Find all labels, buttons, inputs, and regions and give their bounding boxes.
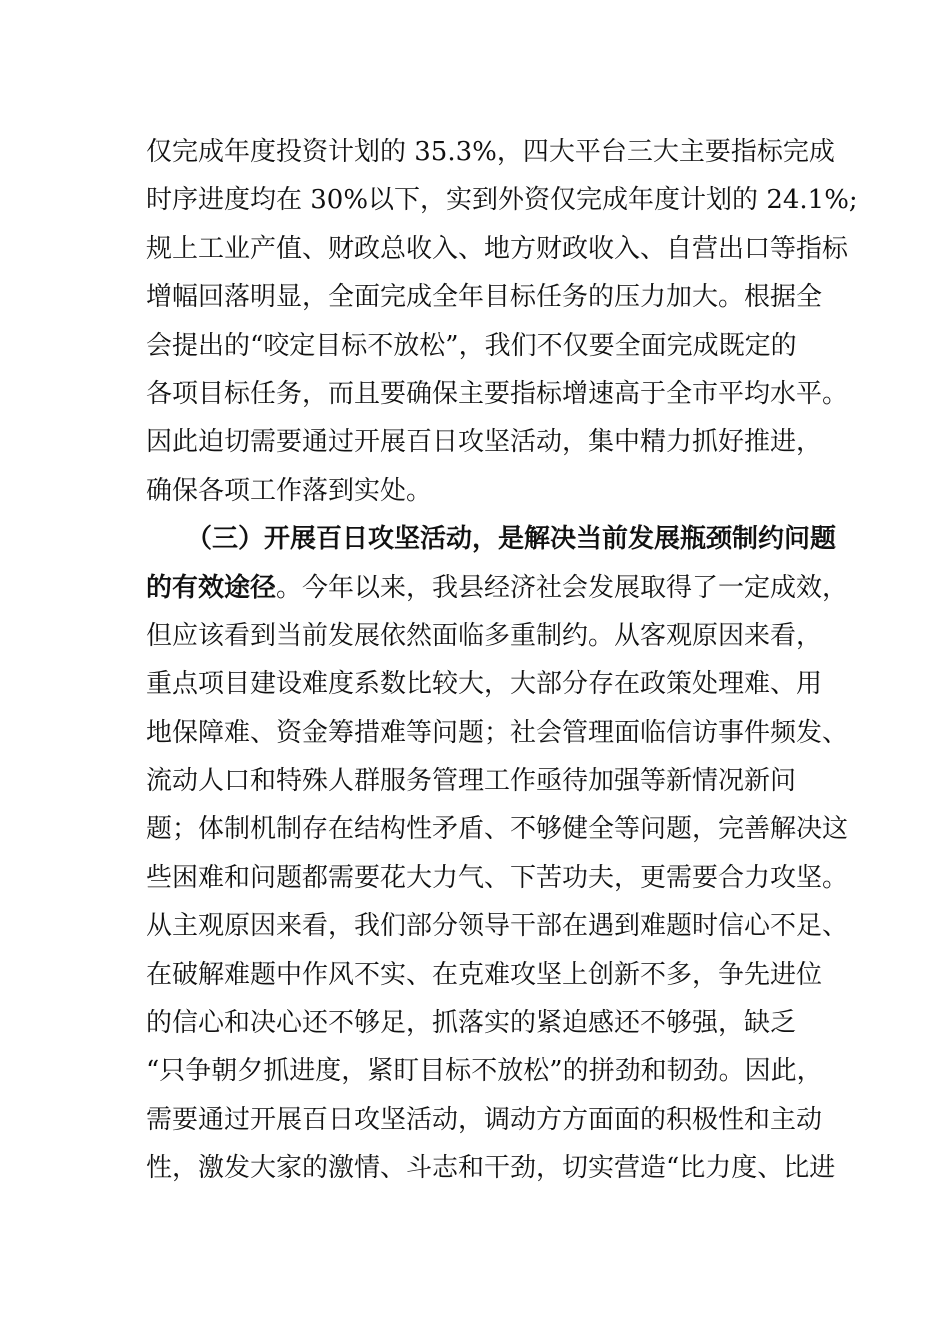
text-line: 因此迫切需要通过开展百日攻坚活动，集中精力抓好推进， [146,427,823,458]
text-line: “只争朝夕抓进度，紧盯目标不放松”的拼劲和韧劲。因此， [146,1056,823,1087]
text-line: 流动人口和特殊人群服务管理工作亟待加强等新情况新问 [146,766,797,797]
section-heading-continued: 的有效途径 [146,572,277,603]
body-text [146,128,858,1193]
section-heading: （三）开展百日攻坚活动，是解决当前发展瓶颈制约问题 [186,524,837,555]
text-fragment: 。今年以来，我县经济社会发展取得了一定成效， [276,572,849,603]
text-line: 增幅回落明显，全面完成全年目标任务的压力加大。根据全 [146,282,823,313]
text-line: 题；体制机制存在结构性矛盾、不够健全等问题，完善解决这 [146,814,849,845]
text-line-mixed [146,564,849,612]
text-line: 规上工业产值、财政总收入、地方财政收入、自营出口等指标 [146,233,849,264]
text-line: 需要通过开展百日攻坚活动，调动方方面面的积极性和主动 [146,1104,823,1135]
text-line: 些困难和问题都需要花大力气、下苦功夫，更需要合力攻坚。 [146,862,849,893]
text-line: 确保各项工作落到实处。 [146,475,433,506]
text-line: 在破解难题中作风不实、在克难攻坚上创新不多，争先进位 [146,959,823,990]
text-line: 仅完成年度投资计划的 35.3%，四大平台三大主要指标完成 [146,137,835,167]
text-line: 重点项目建设难度系数比较大，大部分存在政策处理难、用 [146,669,823,700]
text-line: 从主观原因来看，我们部分领导干部在遇到难题时信心不足、 [146,911,849,942]
text-line: 性，激发大家的激情、斗志和干劲，切实营造“比力度、比进 [146,1153,836,1184]
text-line: 地保障难、资金筹措难等问题；社会管理面临信访事件频发、 [146,717,849,748]
text-line: 的信心和决心还不够足，抓落实的紧迫感还不够强，缺乏 [146,1008,797,1039]
text-line: 各项目标任务，而且要确保主要指标增速高于全市平均水平。 [146,378,849,409]
text-line: 时序进度均在 30%以下，实到外资仅完成年度计划的 24.1%; [146,185,858,216]
text-line: 会提出的“咬定目标不放松”，我们不仅要全面完成既定的 [146,330,797,361]
text-line: 但应该看到当前发展依然面临多重制约。从客观原因来看， [146,620,823,651]
